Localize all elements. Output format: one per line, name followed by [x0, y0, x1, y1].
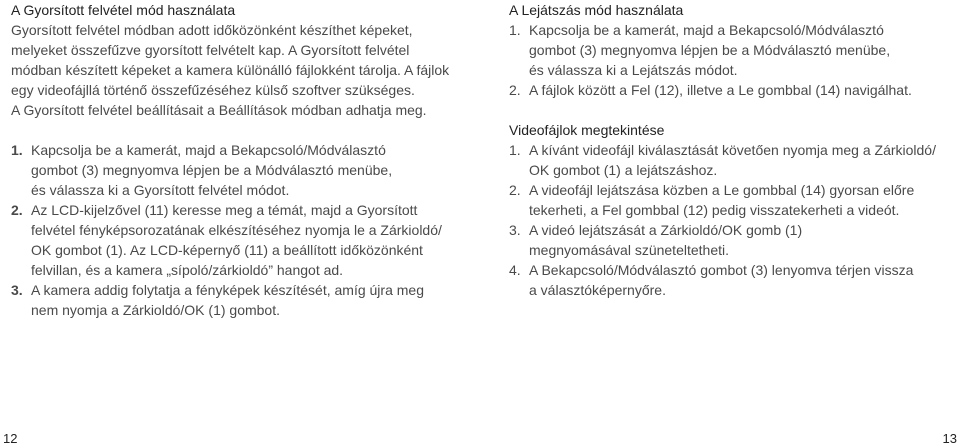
- step-line: A videó lejátszását a Zárkioldó/OK gomb (1): [529, 222, 803, 238]
- step-number: 2.: [11, 202, 23, 218]
- step-line: A kívánt videofájl kiválasztását követően nyomja meg a Zárkioldó/: [529, 142, 936, 158]
- playback-step-2: [509, 80, 949, 100]
- step-line: A fájlok között a Fel (12), illetve a Le gombbal (14) navigálhat.: [529, 82, 912, 98]
- step-line: OK gombot (1) a lejátszáshoz.: [529, 162, 718, 178]
- step-line: A videofájl lejátszása közben a Le gombbal (14) gyorsan előre: [529, 182, 915, 198]
- step-line: A Bekapcsoló/Módválasztó gombot (3) lenyomva térjen vissza: [529, 262, 914, 278]
- step-line: OK gombot (1). Az LCD-képernyő (11) a beállított időközönként: [31, 242, 423, 258]
- paragraph-line: egy videofájllá történő összefűzéséhez külső szoftver szükséges.: [11, 82, 415, 98]
- step-line: tekerheti, a Fel gombbal (12) pedig visszatekerheti a videót.: [529, 202, 900, 218]
- step-number: 1.: [509, 142, 521, 158]
- paragraph-line: melyeket összefűzve gyorsított felvételt kap. A Gyorsított felvétel: [11, 42, 410, 58]
- video-step-4: [509, 260, 949, 300]
- paragraph-line: Gyorsított felvétel módban adott időközönként készíthet képeket,: [11, 22, 413, 38]
- step-line: gombot (3) megnyomva lépjen be a Módválasztó menübe,: [31, 162, 393, 178]
- step-line: A kamera addig folytatja a fényképek készítését, amíg újra meg: [31, 282, 424, 298]
- step-line: gombot (3) megnyomva lépjen be a Módválasztó menübe,: [529, 42, 891, 58]
- step-3: [11, 280, 461, 320]
- step-line: Kapcsolja be a kamerát, majd a Bekapcsoló/Módválasztó: [31, 142, 386, 158]
- step-number: 2.: [509, 182, 521, 198]
- video-step-2: [509, 180, 949, 220]
- step-line: Kapcsolja be a kamerát, majd a Bekapcsoló/Módválasztó: [529, 22, 884, 38]
- paragraph-line: módban készített képeket a kamera különálló fájlokként tárolja. A fájlok: [11, 62, 450, 78]
- step-1: [11, 140, 461, 200]
- step-number: 2.: [509, 82, 521, 98]
- step-line: megnyomásával szüneteltetheti.: [529, 242, 729, 258]
- left-column: [11, 0, 461, 320]
- step-number: 1.: [11, 142, 23, 158]
- step-line: Az LCD-kijelzővel (11) keresse meg a témát, majd a Gyorsított: [31, 202, 418, 218]
- page-number-right: 13: [942, 431, 957, 446]
- step-line: nem nyomja a Zárkioldó/OK (1) gombot.: [31, 302, 280, 318]
- step-number: 1.: [509, 22, 521, 38]
- playback-step-1: [509, 20, 949, 80]
- step-line: felvétel fényképsorozatának elkészítéséhez nyomja le a Zárkioldó/: [31, 222, 442, 238]
- page-number-left: 12: [3, 431, 18, 446]
- step-line: felvillan, és a kamera „sípoló/zárkioldó” hangot ad.: [31, 262, 344, 278]
- step-2: [11, 200, 461, 280]
- section-heading-timelapse: A Gyorsított felvétel mód használata: [11, 2, 236, 18]
- video-step-3: [509, 220, 949, 260]
- section-heading-playback: A Lejátszás mód használata: [509, 2, 684, 18]
- step-number: 4.: [509, 262, 521, 278]
- step-line: és válassza ki a Gyorsított felvétel módot.: [31, 182, 290, 198]
- step-line: a választóképernyőre.: [529, 282, 666, 298]
- section-heading-video: Videofájlok megtekintése: [509, 122, 665, 138]
- right-column: [509, 0, 949, 300]
- paragraph-line: A Gyorsított felvétel beállításait a Beállítások módban adhatja meg.: [11, 102, 427, 118]
- step-number: 3.: [11, 282, 23, 298]
- video-step-1: [509, 140, 949, 180]
- step-number: 3.: [509, 222, 521, 238]
- step-line: és válassza ki a Lejátszás módot.: [529, 62, 738, 78]
